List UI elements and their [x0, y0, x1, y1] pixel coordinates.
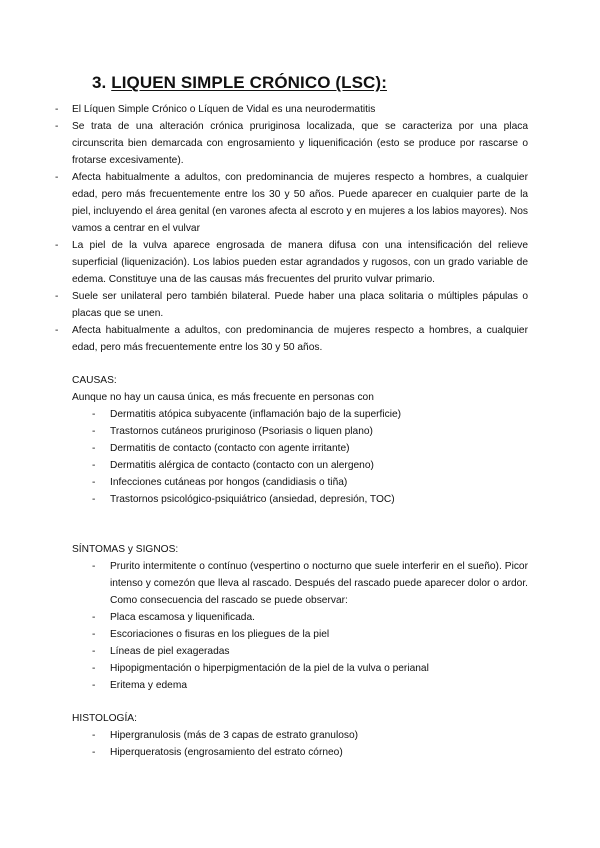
- page-title: [92, 73, 387, 93]
- histologia-list: [72, 727, 528, 761]
- sintoma-item: - Placa escamosa y liquenificada.: [72, 609, 528, 626]
- intro-list: [52, 101, 528, 356]
- sintomas-section: [72, 541, 528, 694]
- causas-intro: Aunque no hay un causa única, es más frecuente en personas con: [72, 392, 374, 403]
- sintoma-item: - Líneas de piel exageradas: [72, 643, 528, 660]
- sintomas-heading: SÍNTOMAS y SIGNOS:: [72, 544, 179, 555]
- causa-item: - Trastornos psicológico-psiquiátrico (ansiedad, depresión, TOC): [72, 491, 528, 508]
- sintoma-item: - Hipopigmentación o hiperpigmentación de la piel de la vulva o perianal: [72, 660, 528, 677]
- intro-item: - Afecta habitualmente a adultos, con predominancia de mujeres respecto a hombres, a cualquier edad, pero más frecuentemente entre los 30 y 50 años.: [52, 322, 528, 356]
- intro-item: - Se trata de una alteración crónica pruriginosa localizada, que se caracteriza por una placa circunscrita bien demarcada con engrosamiento y liquenificación (esto se produce por rascarse o frotarse excesivamente).: [52, 118, 528, 169]
- intro-item: - Afecta habitualmente a adultos, con predominancia de mujeres respecto a hombres, a cualquier edad, pero más frecuentemente entre los 30 y 50 años. Puede aparecer en cualquier parte de la piel, incluyendo el área genital (en varones afecta al escroto y en mujeres a los labios mayores). Nos vamos a centrar en el vulvar: [52, 169, 528, 237]
- title-number: 3.: [92, 73, 107, 92]
- sintoma-item: - Prurito intermitente o contínuo (vespertino o nocturno que suele interferir en el sueño). Picor intenso y comezón que lleva al rascado. Después del rascado puede aparecer dolor o ardor. Como consecuencia del rascado se puede observar:: [72, 558, 528, 609]
- histologia-section: [72, 710, 528, 761]
- intro-item: - La piel de la vulva aparece engrosada de manera difusa con una intensificación del relieve superficial (liquenización). Los labios pueden estar agrandados y rugosos, con un grado variable de edema. Constituye una de las causas más frecuentes del prurito vulvar primario.: [52, 237, 528, 288]
- causa-item: - Infecciones cutáneas por hongos (candidiasis o tiña): [72, 474, 528, 491]
- histologia-heading: HISTOLOGÍA:: [72, 713, 137, 724]
- title-text: LIQUEN SIMPLE CRÓNICO (LSC):: [111, 73, 387, 92]
- histologia-item: - Hipergranulosis (más de 3 capas de estrato granuloso): [72, 727, 528, 744]
- causa-item: - Dermatitis alérgica de contacto (contacto con un alergeno): [72, 457, 528, 474]
- causas-list: [72, 406, 528, 508]
- sintoma-item: - Eritema y edema: [72, 677, 528, 694]
- causa-item: - Dermatitis de contacto (contacto con agente irritante): [72, 440, 528, 457]
- sintoma-item: - Escoriaciones o fisuras en los pliegues de la piel: [72, 626, 528, 643]
- histologia-item: - Hiperqueratosis (engrosamiento del estrato córneo): [72, 744, 528, 761]
- intro-item: - Suele ser unilateral pero también bilateral. Puede haber una placa solitaria o múltiples pápulas o placas que se unen.: [52, 288, 528, 322]
- intro-item: - El Líquen Simple Crónico o Líquen de Vidal es una neurodermatitis: [52, 101, 528, 118]
- causas-section: [72, 372, 528, 508]
- sintomas-list: [72, 558, 528, 694]
- causas-heading: CAUSAS:: [72, 375, 117, 386]
- causa-item: - Dermatitis atópica subyacente (inflamación bajo de la superficie): [72, 406, 528, 423]
- causa-item: - Trastornos cutáneos pruriginoso (Psoriasis o liquen plano): [72, 423, 528, 440]
